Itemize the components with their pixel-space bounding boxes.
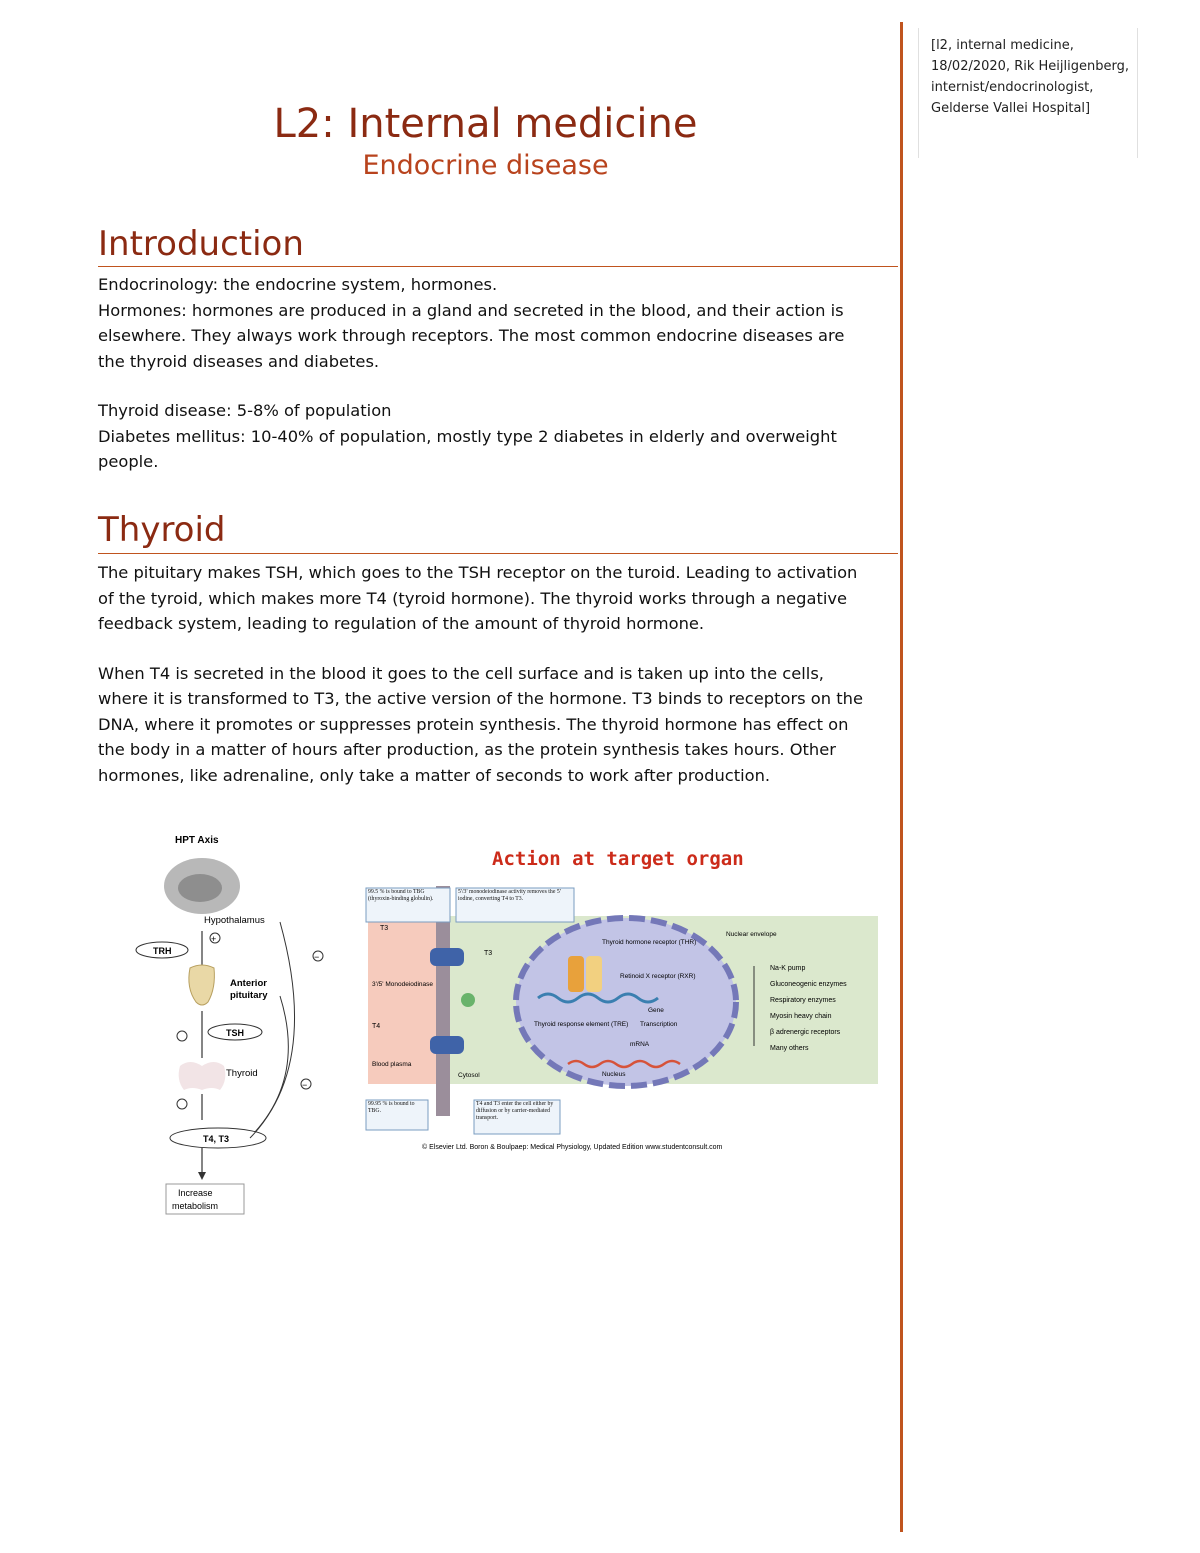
t3-label: T3: [380, 925, 389, 932]
minus-sign: −: [314, 952, 320, 962]
rxr-label: Retinoid X receptor (RXR): [620, 973, 696, 980]
figure-credit: © Elsevier Ltd. Boron & Boulpaep: Medical Physiology, Updated Edition www.studentconsult.com: [422, 1144, 723, 1151]
monodeiodinase-label: 3'/5' Monodeiodinase: [372, 981, 434, 988]
thr-label: Thyroid hormone receptor (THR): [602, 939, 697, 946]
paragraph: Endocrinology: the endocrine system, hormones.: [98, 275, 498, 294]
paragraph: Thyroid disease: 5-8% of population: [98, 401, 392, 420]
t4t3-label: T4, T3: [203, 1134, 230, 1144]
page-subtitle: Endocrine disease: [362, 150, 609, 181]
figure-title: Action at target organ: [492, 848, 744, 870]
introduction-body: [98, 272, 873, 475]
nucleus-label: Nucleus: [602, 1071, 626, 1078]
anterior-label: Anterior: [230, 978, 267, 989]
callout-bound: 99.95 % is bound to TBG.: [368, 1101, 415, 1114]
heading-rule: [98, 266, 898, 267]
heading-rule: [98, 553, 898, 554]
hypothalamus-label: Hypothalamus: [204, 915, 265, 926]
transcription-label: Transcription: [640, 1021, 678, 1028]
paragraph: The pituitary makes TSH, which goes to the TSH receptor on the turoid. Leading to activation of the tyroid, which makes more T4 (tyroid hormone). The thyroid works through a negative feedback system, leading to regulation of the amount of thyroid hormone.: [98, 563, 858, 633]
target-item: Respiratory enzymes: [770, 997, 836, 1004]
t4-label: T4: [372, 1023, 381, 1030]
paragraph: Hormones: hormones are produced in a gland and secreted in the blood, and their action is elsewhere. They always work through receptors. The most common endocrine diseases are the thyroid diseases and diabetes.: [98, 300, 845, 371]
target-item: Na-K pump: [770, 965, 806, 972]
action-target-organ-figure: [358, 840, 888, 1160]
t3-label: T3: [484, 950, 493, 957]
mrna-label: mRNA: [630, 1041, 650, 1048]
tsh-label: TSH: [226, 1028, 244, 1038]
target-item: Many others: [770, 1045, 809, 1052]
target-item: β adrenergic receptors: [770, 1029, 841, 1036]
hpt-title: HPT Axis: [175, 835, 219, 846]
metabolism-label: metabolism: [172, 1201, 219, 1211]
thyroid-body: [98, 560, 873, 788]
gene-label: Gene: [648, 1007, 664, 1014]
heading-introduction: Introduction: [98, 224, 304, 264]
page-title: L2: Internal medicine: [273, 101, 698, 147]
pituitary-label: pituitary: [230, 990, 268, 1001]
minus-sign: −: [302, 1080, 308, 1090]
thyroid-label: Thyroid: [226, 1068, 258, 1079]
callout-enter: T4 and T3 enter the cell either by diffusion or by carrier-mediated transport.: [476, 1101, 554, 1121]
side-note: [l2, internal medicine, 18/02/2020, Rik Heijligenberg, internist/endocrinologist, Gelderse Vallei Hospital]: [918, 28, 1138, 158]
paragraph: When T4 is secreted in the blood it goes to the cell surface and is taken up into the cells, where it is transformed to T3, the active version of the hormone. T3 binds to receptors on the DNA, where it promotes or suppresses protein synthesis. The thyroid hormone has effect on the body in a matter of hours after production, as the protein synthesis takes hours. Other hormones, like adrenaline, only take a matter of seconds to work after production.: [98, 663, 863, 785]
trh-label: TRH: [153, 946, 172, 956]
callout-deiodinase: 5'/3' monodeiodinase activity removes the 5' iodine, converting T4 to T3.: [458, 889, 561, 902]
blood-plasma-label: Blood plasma: [372, 1061, 412, 1068]
feedback-arrow-pituitary: [255, 996, 288, 1132]
nuclear-envelope-label: Nuclear envelope: [726, 931, 777, 938]
target-item: Myosin heavy chain: [770, 1013, 832, 1020]
thyroid-icon: [179, 1062, 226, 1090]
plus-sign: +: [211, 934, 217, 944]
callout-tbg: 99.5 % is bound to TBG (thyroxin-binding globulin).: [368, 889, 434, 902]
increase-label: Increase: [178, 1188, 213, 1198]
margin-rule: [900, 22, 903, 1532]
cytosol-label: Cytosol: [458, 1072, 480, 1079]
target-item: Gluconeogenic enzymes: [770, 981, 847, 988]
tre-label: Thyroid response element (TRE): [534, 1021, 629, 1028]
heading-thyroid: Thyroid: [98, 510, 226, 550]
pituitary-icon: [189, 965, 215, 1005]
paragraph: Diabetes mellitus: 10-40% of population, mostly type 2 diabetes in elderly and overweight people.: [98, 426, 837, 471]
hpt-axis-figure: [130, 826, 340, 1226]
